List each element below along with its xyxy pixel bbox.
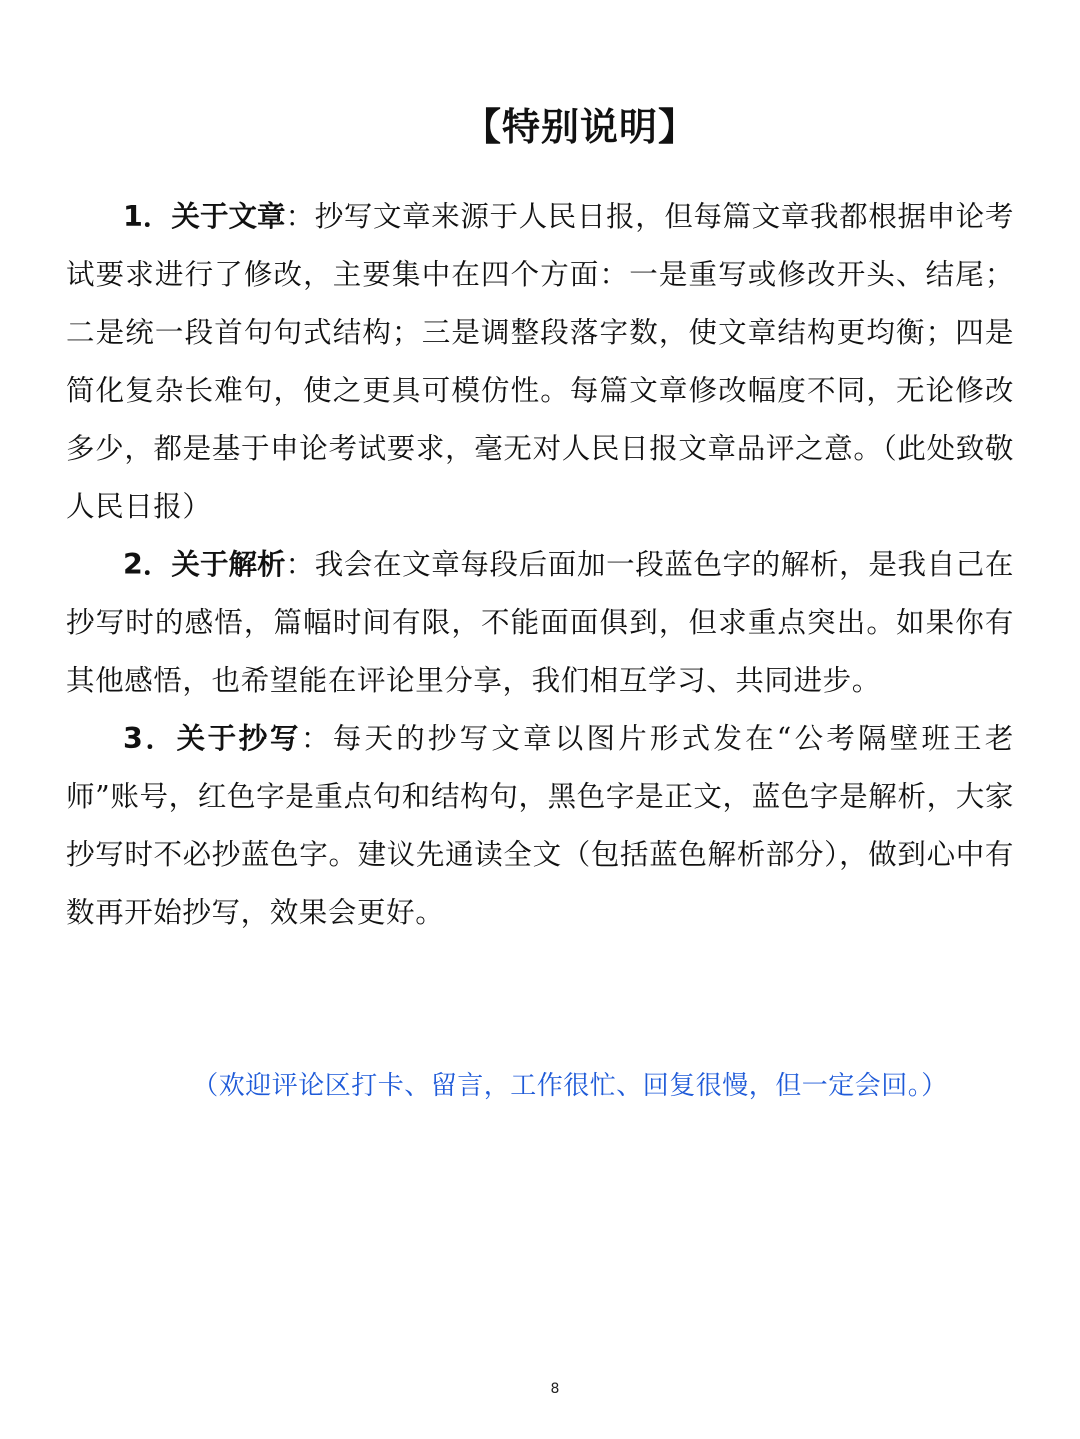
section-lead: 2．关于解析 (123, 548, 286, 581)
section-about-copying (66, 710, 1014, 942)
section-lead: 3．关于抄写 (123, 722, 302, 755)
page-title: 【特别说明】 (462, 105, 697, 149)
section-text: ：抄写文章来源于人民日报，但每篇文章我都根据申论考试要求进行了修改，主要集中在四个方面：一是重写或修改开头、结尾；二是统一段首句句式结构；三是调整段落字数，使文章结构更均衡；四是简化复杂长难句，使之更具可模仿性。每篇文章修改幅度不同，无论修改多少，都是基于申论考试要求，毫无对人民日报文章品评之意。（此处致敬人民日报） (66, 200, 1014, 523)
section-text: ：每天的抄写文章以图片形式发在“公考隔壁班王老师”账号，红色字是重点句和结构句，黑色字是正文，蓝色字是解析，大家抄写时不必抄蓝色字。建议先通读全文（包括蓝色解析部分），做到心中有数再开始抄写，效果会更好。 (66, 722, 1014, 929)
section-about-analysis (66, 536, 1014, 710)
section-text: ：我会在文章每段后面加一段蓝色字的解析，是我自己在抄写时的感悟，篇幅时间有限，不能面面俱到，但求重点突出。如果你有其他感悟，也希望能在评论里分享，我们相互学习、共同进步。 (66, 548, 1014, 697)
page-number: 8 (550, 1381, 560, 1397)
document-body (66, 188, 1014, 942)
comment-note: （欢迎评论区打卡、留言，工作很忙、回复很慢，但一定会回。） (192, 1071, 948, 1101)
section-about-article (66, 188, 1014, 536)
section-lead: 1．关于文章 (123, 200, 286, 233)
